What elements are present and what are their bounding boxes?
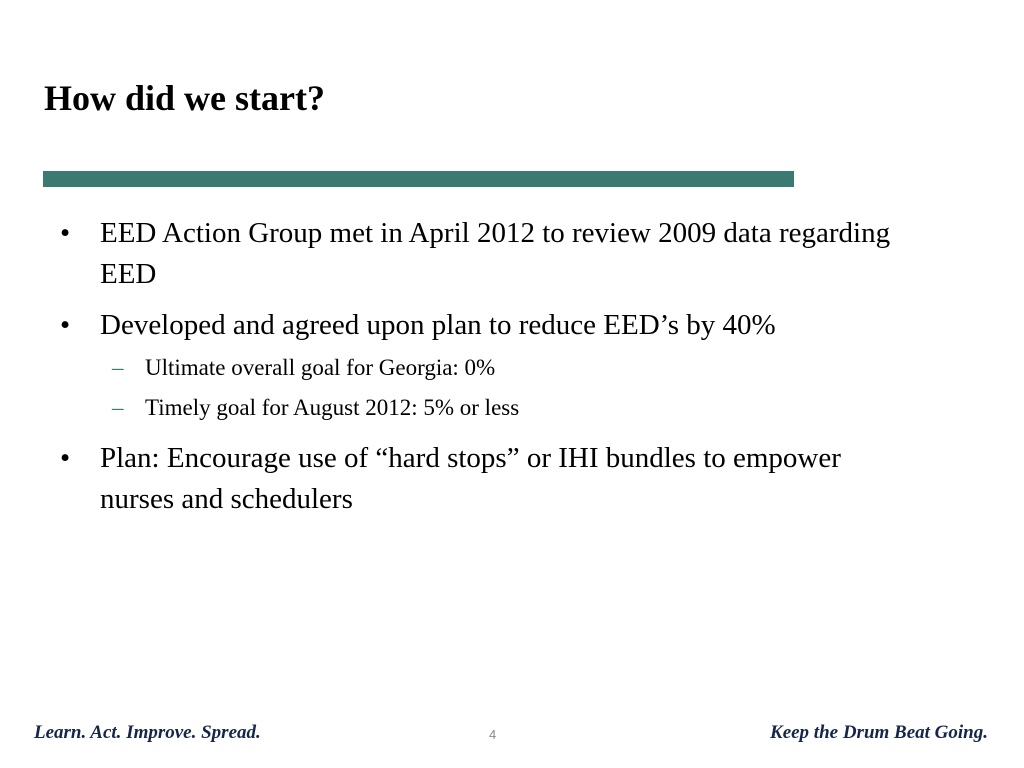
bullet-marker: • [60,442,71,474]
bullet-item [0,305,920,428]
footer-tagline-right: Keep the Drum Beat Going. [770,722,988,743]
bullet-item [0,438,920,520]
slide-title: How did we start? [44,78,325,118]
bullet-text: EED Action Group met in April 2012 to review 2009 data regarding EED [100,217,891,290]
bullet-text: Developed and agreed upon plan to reduce EED’s by 40% [100,309,776,341]
sub-bullet-item [112,388,920,428]
sub-bullet-text: Ultimate overall goal for Georgia: 0% [145,355,496,380]
dash-marker: – [112,395,124,420]
footer-tagline-left: Learn. Act. Improve. Spread. [34,722,261,743]
bullet-marker: • [60,309,71,341]
sub-bullet-text: Timely goal for August 2012: 5% or less [145,395,520,420]
bullet-list [0,213,1024,530]
sub-bullet-item [112,348,920,388]
title-divider-bar [43,171,794,187]
dash-marker: – [112,355,124,380]
bullet-item [0,213,920,295]
bullet-text: Plan: Encourage use of “hard stops” or IHI bundles to empower nurses and schedulers [100,442,841,515]
sub-bullet-list [100,348,920,428]
page-number: 4 [489,727,497,742]
bullet-marker: • [60,217,71,249]
